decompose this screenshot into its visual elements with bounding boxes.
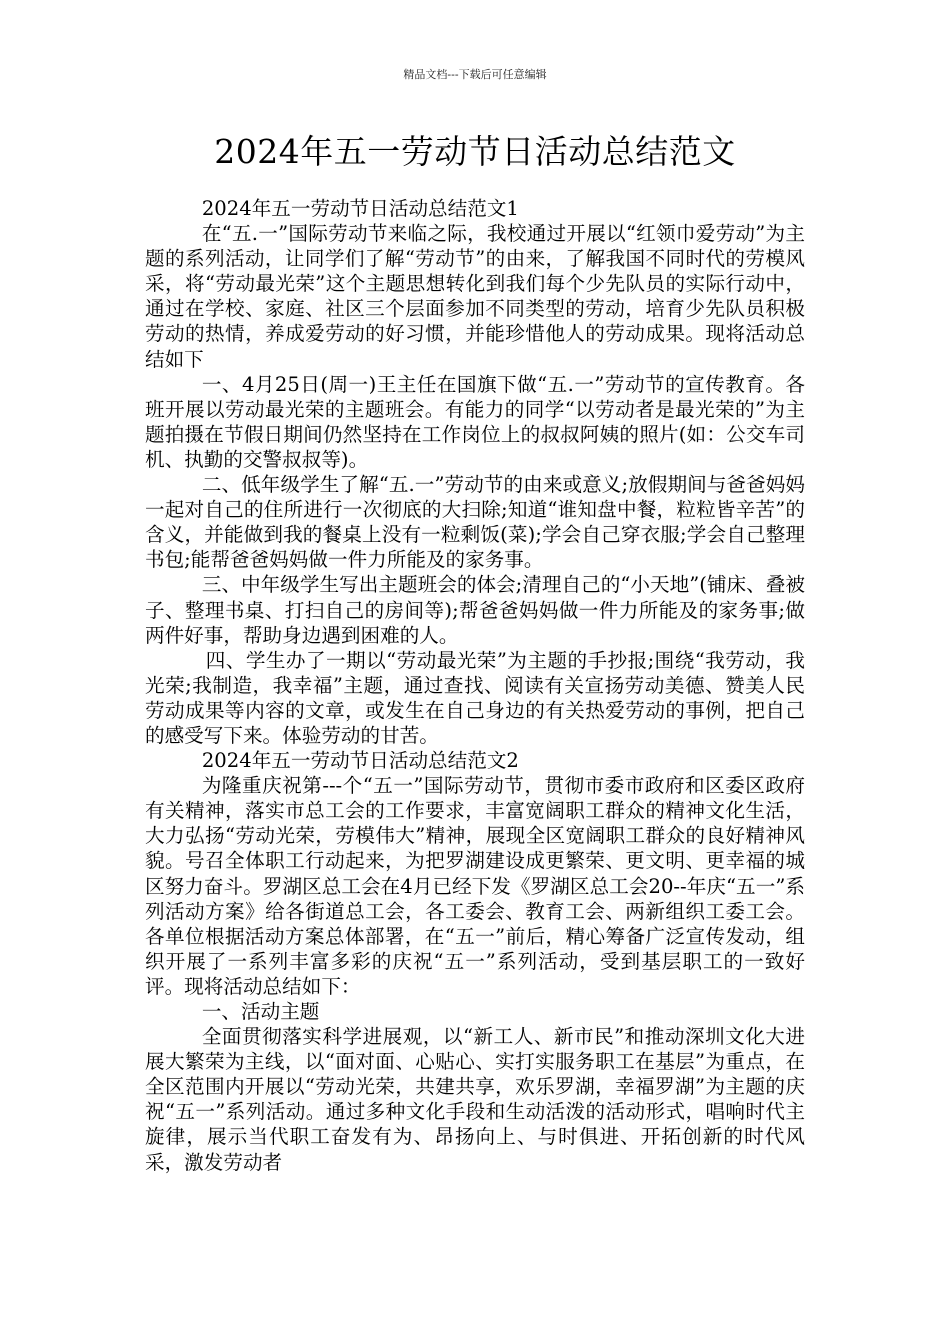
subheading-activity-theme: 一、活动主题 — [201, 1000, 320, 1023]
section-heading-2: 2024年五一劳动节日活动总结范文2 — [201, 749, 519, 773]
document-body — [145, 196, 805, 1175]
paragraph-item-3: 三、中年级学生写出主题班会的体会;清理自己的“小天地”(铺床、叠被子、整理书桌、打扫自己的房间等);帮爸爸妈妈做一件力所能及的家务事;做两件好事，帮助身边遇到困难的人。 — [145, 573, 805, 647]
paragraph-intro-2: 为隆重庆祝第---个“五一”国际劳动节，贯彻市委市政府和区委区政府有关精神，落实市总工会的工作要求，丰富宽阔职工群众的精神文化生活，大力弘扬“劳动光荣，劳模伟大”精神，展现全区宽阔职工群众的良好精神风貌。号召全体职工行动起来，为把罗湖建设成更繁荣、更文明、更幸福的城区努力奋斗。罗湖区总工会在4月已经下发《罗湖区总工会20--年庆“五一”系列活动方案》给各街道总工会，各工委会、教育工会、两新组织工委工会。各单位根据活动方案总体部署，在“五一”前后，精心筹备广泛宣传发动，组织开展了一系列丰富多彩的庆祝“五一”系列活动，受到基层职工的一致好评。现将活动总结如下： — [145, 774, 805, 998]
header-note: 精品文档---下载后可任意编辑 — [403, 68, 547, 81]
paragraph-item-1: 一、4月25日(周一)王主任在国旗下做“五.一”劳动节的宣传教育。各班开展以劳动最光荣的主题班会。有能力的同学“以劳动者是最光荣的”为主题拍摄在节假日期间仍然坚持在工作岗位上的叔叔阿姨的照片(如：公交车司机、执勤的交警叔叔等)。 — [145, 372, 805, 471]
section-heading-1: 2024年五一劳动节日活动总结范文1 — [201, 197, 519, 220]
paragraph-activity-theme: 全面贯彻落实科学进展观，以“新工人、新市民”和推动深圳文化大进展大繁荣为主线，以“面对面、心贴心、实打实服务职工在基层”为重点，在全区范围内开展以“劳动光荣，共建共享，欢乐罗湖，幸福罗湖”为主题的庆祝“五一”系列活动。通过多种文化手段和生动活泼的活动形式，唱响时代主旋律，展示当代职工奋发有为、昂扬向上、与时俱进、开拓创新的时代风采，激发劳动者 — [145, 1025, 805, 1174]
paragraph-intro-1: 在“五.一”国际劳动节来临之际，我校通过开展以“红领巾爱劳动”为主题的系列活动，让同学们了解“劳动节”的由来，了解我国不同时代的劳模风采，将“劳动最光荣”这个主题思想转化到我们每个少先队员的实际行动中，通过在学校、家庭、社区三个层面参加不同类型的劳动，培育少先队员积极劳动的热情，养成爱劳动的好习惯，并能珍惜他人的劳动成果。现将活动总结如下 — [145, 222, 805, 371]
paragraph-item-2: 二、低年级学生了解“五.一”劳动节的由来或意义;放假期间与爸爸妈妈一起对自己的住所进行一次彻底的大扫除;知道“谁知盘中餐，粒粒皆辛苦”的含义，并能做到我的餐桌上没有一粒剩饭(菜);学会自己穿衣服;学会自己整理书包;能帮爸爸妈妈做一件力所能及的家务事。 — [145, 473, 805, 572]
document-title: 2024年五一劳动节日活动总结范文 — [214, 132, 736, 171]
paragraph-item-4: 四、学生办了一期以“劳动最光荣”为主题的手抄报;围绕“我劳动，我光荣;我制造，我幸福”主题，通过查找、阅读有关宣扬劳动美德、赞美人民劳动成果等内容的文章，或发生在自己身边的有关热爱劳动的事例，把自己的感受写下来。体验劳动的甘苦。 — [145, 648, 805, 747]
